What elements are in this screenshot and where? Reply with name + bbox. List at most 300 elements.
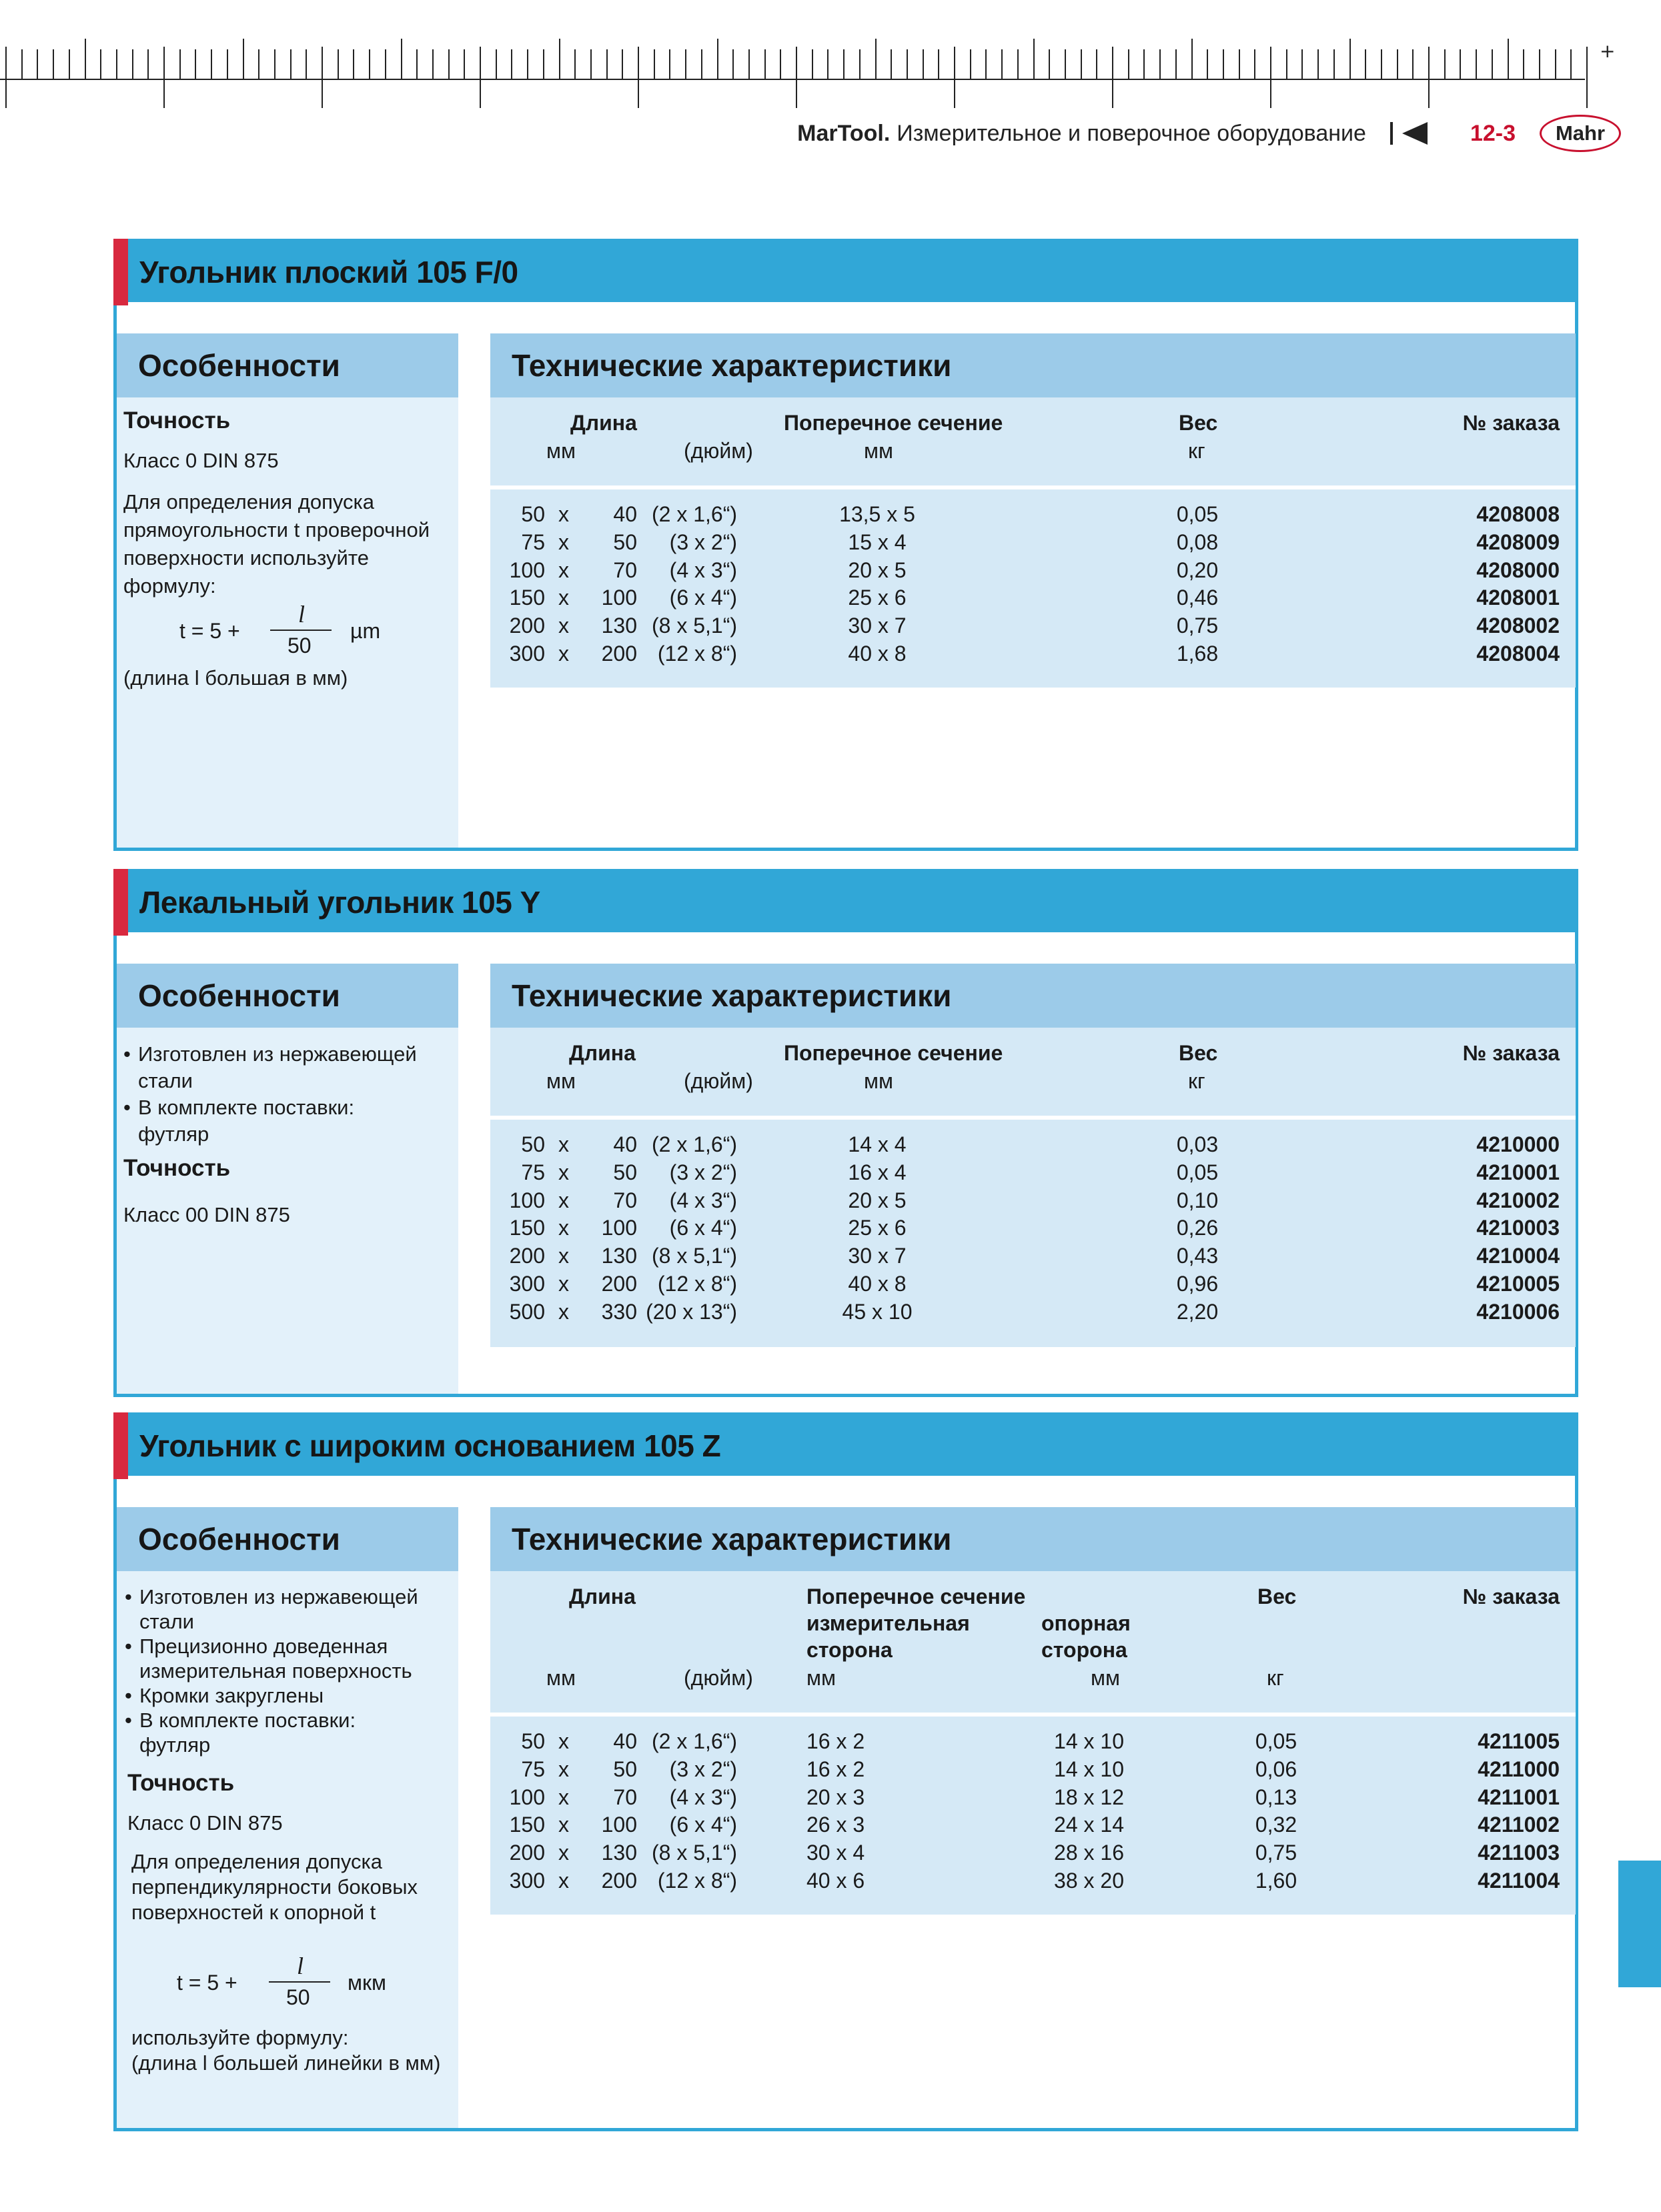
ruler-tick (1286, 49, 1287, 80)
desc-line: Для определения допуска (131, 1850, 383, 1873)
cell-weight: 0,26 (1176, 1216, 1219, 1240)
cell-length-a: 50 (521, 1132, 545, 1156)
desc-line: Для определения допуска (123, 490, 375, 513)
cell-section: 40 x 8 (848, 642, 907, 666)
tech-title: Технические характеристики (512, 1522, 952, 1556)
title-accent (113, 239, 128, 305)
cell-inch: (8 x 5,1“) (651, 1244, 737, 1268)
ruler-tick (464, 49, 465, 80)
col-weight-kg: кг (1188, 439, 1205, 463)
ruler-tick (116, 49, 117, 80)
cell-measuring: 16 x 2 (806, 1729, 865, 1753)
cell-length-b: 40 (613, 1729, 637, 1753)
ruler-tick (764, 49, 766, 80)
col-measuring-side: сторона (806, 1638, 893, 1662)
feature-item (125, 1634, 456, 1683)
ruler-tick (923, 49, 924, 80)
features-panel (117, 1507, 458, 2128)
cell-length-b: 50 (613, 529, 637, 554)
table-row (490, 640, 1576, 668)
feature-text: В комплекте поставки: (138, 1096, 355, 1119)
section-title: Лекальный угольник 105 Y (139, 885, 540, 920)
ruler-tick (100, 49, 101, 80)
cell-order: 4208000 (1476, 558, 1560, 582)
cell-inch: (8 x 5,1“) (651, 614, 737, 638)
features-header (117, 964, 458, 1028)
cell-length-a: 75 (521, 529, 545, 554)
table-row (490, 1130, 1576, 1158)
ruler-tick (1444, 49, 1446, 80)
cell-length-b: 130 (601, 1841, 637, 1865)
feature-item (125, 1584, 456, 1634)
cell-order: 4210006 (1476, 1299, 1560, 1324)
col-measuring-mm: мм (806, 1666, 836, 1690)
ruler-tick (69, 49, 70, 80)
cell-order: 4208004 (1476, 642, 1560, 666)
cell-order: 4211003 (1478, 1841, 1560, 1865)
cell-length-a: 200 (509, 1841, 545, 1865)
table-row (490, 1867, 1576, 1895)
ruler-tick (543, 49, 544, 80)
ruler-tick (37, 49, 38, 80)
features-header (117, 333, 458, 397)
cell-order: 4208009 (1476, 529, 1560, 554)
cell-times: x (558, 502, 569, 526)
cell-times: x (558, 1244, 569, 1268)
cell-weight: 1,68 (1176, 642, 1219, 666)
cell-order: 4210003 (1476, 1216, 1560, 1240)
cell-weight: 0,05 (1176, 1160, 1219, 1184)
cell-length-a: 100 (509, 558, 545, 582)
cell-inch: (3 x 2“) (669, 529, 737, 554)
ruler-tick (53, 49, 54, 80)
section-title-bar (117, 1416, 1575, 1476)
cell-inch: (4 x 3“) (669, 1188, 737, 1212)
ruler-tick (954, 47, 955, 108)
features-title: Особенности (138, 348, 340, 383)
ruler-tick (748, 49, 750, 80)
cell-length-b: 130 (601, 614, 637, 638)
chapter-tab[interactable] (1618, 1861, 1661, 1987)
ruler-tick (1428, 47, 1430, 108)
cell-inch: (12 x 8“) (657, 1869, 737, 1893)
cell-times: x (558, 1216, 569, 1240)
ruler-tick (1065, 49, 1066, 80)
ruler-tick (701, 49, 702, 80)
col-section-mm: мм (864, 439, 893, 463)
ruler-tick (1317, 49, 1319, 80)
table-row (490, 584, 1576, 612)
formula-numerator: l (297, 1953, 304, 1979)
ruler-tick (179, 49, 181, 80)
cell-order: 4208008 (1476, 502, 1560, 526)
section-title-bar (117, 242, 1575, 302)
length-note: (длина l большей линейки в мм) (131, 2051, 441, 2075)
table-row (490, 1242, 1576, 1270)
ruler-tick (1570, 49, 1572, 80)
cell-section: 30 x 7 (848, 614, 907, 638)
cell-times: x (558, 1299, 569, 1324)
tech-header (490, 1507, 1576, 1571)
cell-section: 13,5 x 5 (839, 502, 915, 526)
tech-panel (490, 964, 1576, 1347)
ruler-tick (812, 49, 813, 80)
ruler-tick (843, 49, 845, 80)
cell-length-b: 50 (613, 1160, 637, 1184)
ruler-tick (1175, 49, 1177, 80)
features-body (123, 407, 454, 692)
cell-length-b: 100 (601, 586, 637, 610)
tech-title: Технические характеристики (512, 978, 952, 1013)
table-row (490, 1783, 1576, 1811)
features-panel (117, 964, 458, 1394)
table-header (490, 1028, 1576, 1120)
cell-times: x (558, 1188, 569, 1212)
cell-length-a: 150 (509, 586, 545, 610)
ruler-tick (638, 47, 639, 108)
accuracy-label: Точность (123, 1155, 231, 1181)
desc-line: поверхности используйте (123, 546, 369, 570)
formula-unit: µm (350, 619, 381, 643)
cell-times: x (558, 1813, 569, 1837)
header-divider (1390, 122, 1393, 145)
cell-order: 4208001 (1476, 586, 1560, 610)
ruler-tick (796, 47, 797, 108)
tech-panel (490, 333, 1576, 688)
cell-length-b: 70 (613, 558, 637, 582)
cell-support: 14 x 10 (1054, 1729, 1124, 1753)
cell-weight: 0,05 (1255, 1729, 1297, 1753)
ruler-tick (258, 49, 259, 80)
ruler-tick (1159, 49, 1161, 80)
ruler-tick (227, 49, 228, 80)
ruler-tick (1365, 49, 1366, 80)
ruler-tick (574, 49, 576, 80)
table-body (490, 500, 1576, 680)
col-weight: Вес (1179, 1041, 1218, 1065)
cell-length-a: 150 (509, 1813, 545, 1837)
ruler-tick (669, 49, 670, 80)
ruler-tick (780, 49, 781, 80)
col-order: № заказа (1462, 411, 1560, 435)
table-row (490, 1298, 1576, 1326)
ruler-tick (211, 49, 212, 80)
feature-text: Прецизионно доведенная (139, 1634, 388, 1658)
ruler-tick (385, 49, 386, 80)
col-inch: (дюйм) (684, 439, 753, 463)
section-105-z (113, 1412, 1578, 2131)
cell-section: 20 x 5 (848, 1188, 907, 1212)
cell-weight: 0,05 (1176, 502, 1219, 526)
ruler-tick (1333, 49, 1335, 80)
ruler-scale (0, 39, 1601, 112)
ruler-tick (1128, 49, 1129, 80)
feature-item (123, 1094, 454, 1148)
col-length: Длина (569, 1584, 636, 1608)
cell-support: 24 x 14 (1054, 1813, 1124, 1837)
tolerance-formula (123, 601, 404, 658)
fraction-line (270, 630, 332, 631)
cell-inch: (8 x 5,1“) (651, 1841, 737, 1865)
feature-text: стали (139, 1610, 194, 1633)
feature-text: Кромки закруглены (139, 1684, 324, 1707)
ruler-baseline (0, 79, 1585, 80)
cell-times: x (558, 1132, 569, 1156)
title-accent (113, 1412, 128, 1479)
cell-length-b: 50 (613, 1757, 637, 1781)
feature-text: Изготовлен из нержавеющей (138, 1042, 417, 1066)
ruler-tick (654, 49, 655, 80)
cell-weight: 0,75 (1176, 614, 1219, 638)
table-row (490, 1839, 1576, 1867)
cell-section: 14 x 4 (848, 1132, 907, 1156)
cell-inch: (12 x 8“) (657, 642, 737, 666)
ruler-tick (132, 49, 133, 80)
section-105-f0 (113, 239, 1578, 851)
features-title: Особенности (138, 1522, 340, 1556)
ruler-tick (1539, 49, 1540, 80)
feature-item (125, 1708, 456, 1757)
cell-weight: 0,20 (1176, 558, 1219, 582)
cell-section: 45 x 10 (842, 1299, 913, 1324)
features-body (123, 1041, 454, 1229)
ruler-tick (907, 49, 908, 80)
section-105-y (113, 869, 1578, 1397)
ruler-tick (195, 49, 196, 80)
cell-section: 15 x 4 (848, 529, 907, 554)
cell-weight: 2,20 (1176, 1299, 1219, 1324)
ruler-tick (590, 49, 592, 80)
cell-times: x (558, 1160, 569, 1184)
formula-lhs: t = 5 + (177, 1971, 237, 1995)
ruler-tick (496, 49, 497, 80)
col-length: Длина (570, 411, 637, 435)
col-weight-kg: кг (1267, 1666, 1284, 1690)
col-length: Длина (569, 1041, 636, 1065)
cell-measuring: 30 x 4 (806, 1841, 865, 1865)
col-section: Поперечное сечение (806, 1584, 1026, 1608)
col-section: Поперечное сечение (784, 1041, 1003, 1065)
cell-times: x (558, 1757, 569, 1781)
col-support-side: сторона (1041, 1638, 1127, 1662)
cell-length-b: 200 (601, 1869, 637, 1893)
col-support: опорная (1041, 1611, 1131, 1635)
ruler-tick (717, 39, 718, 80)
cell-order: 4211002 (1478, 1813, 1560, 1837)
table-row (490, 1214, 1576, 1242)
formula-note: используйте формулу: (131, 2026, 349, 2049)
cell-inch: (2 x 1,6“) (651, 502, 737, 526)
ruler-tick (827, 49, 828, 80)
cell-support: 38 x 20 (1054, 1869, 1124, 1893)
cell-length-a: 300 (509, 642, 545, 666)
table-row (490, 500, 1576, 528)
cell-length-a: 500 (509, 1299, 545, 1324)
header-subtitle: Измерительное и поверочное оборудование (897, 120, 1366, 146)
col-length-mm: мм (546, 439, 576, 463)
ruler-tick (891, 49, 892, 80)
cell-inch: (3 x 2“) (669, 1160, 737, 1184)
ruler-tick (1476, 49, 1477, 80)
cell-weight: 0,13 (1255, 1785, 1297, 1809)
cell-weight: 0,32 (1255, 1813, 1297, 1837)
cell-length-b: 200 (601, 1272, 637, 1296)
col-section: Поперечное сечение (784, 411, 1003, 435)
col-length-mm: мм (546, 1069, 576, 1093)
plus-mark: + (1600, 40, 1616, 62)
ruler-tick (1001, 49, 1003, 80)
tech-header (490, 964, 1576, 1028)
cell-length-a: 50 (521, 1729, 545, 1753)
ruler-tick (1301, 49, 1303, 80)
section-title-bar (117, 872, 1575, 932)
col-length-mm: мм (546, 1666, 576, 1690)
accuracy-class: Класс 0 DIN 875 (123, 449, 279, 472)
col-inch: (дюйм) (684, 1069, 753, 1093)
ruler-tick (527, 49, 528, 80)
ruler-tick (875, 39, 877, 80)
table-row (490, 1727, 1576, 1755)
ruler-tick (985, 49, 987, 80)
ruler-tick (1412, 49, 1414, 80)
ruler-tick (938, 49, 939, 80)
tolerance-formula (125, 1953, 405, 2009)
ruler-tick (970, 49, 971, 80)
cell-order: 4211001 (1478, 1785, 1560, 1809)
formula-numerator: l (298, 601, 306, 628)
table-row (490, 1158, 1576, 1186)
cell-measuring: 26 x 3 (806, 1813, 865, 1837)
ruler-tick (338, 49, 339, 80)
ruler-tick (859, 49, 861, 80)
cell-section: 40 x 8 (848, 1272, 907, 1296)
title-accent (113, 869, 128, 936)
cell-inch: (20 x 13“) (646, 1299, 737, 1324)
feature-text: стали (138, 1069, 193, 1092)
cell-length-a: 100 (509, 1785, 545, 1809)
cell-weight: 1,60 (1255, 1869, 1297, 1893)
feature-text: Изготовлен из нержавеющей (139, 1585, 418, 1608)
cell-section: 30 x 7 (848, 1244, 907, 1268)
section-title: Угольник с широким основанием 105 Z (139, 1428, 721, 1463)
cell-length-b: 40 (613, 502, 637, 526)
ruler-tick (559, 39, 560, 80)
ruler-tick (1523, 49, 1524, 80)
ruler-tick (1191, 39, 1193, 80)
ruler-tick (353, 49, 354, 80)
ruler-tick (732, 49, 734, 80)
col-order: № заказа (1462, 1584, 1560, 1608)
left-arrow-icon[interactable] (1402, 122, 1428, 145)
ruler-tick (306, 49, 307, 80)
cell-length-a: 200 (509, 1244, 545, 1268)
ruler-tick (606, 49, 608, 80)
cell-order: 4211004 (1478, 1869, 1560, 1893)
cell-measuring: 16 x 2 (806, 1757, 865, 1781)
cell-section: 16 x 4 (848, 1160, 907, 1184)
cell-length-a: 50 (521, 502, 545, 526)
cell-length-b: 200 (601, 642, 637, 666)
ruler-tick (322, 47, 323, 108)
desc-line: прямоугольности t проверочной (123, 518, 430, 541)
ruler-tick (622, 49, 623, 80)
cell-length-b: 130 (601, 1244, 637, 1268)
col-inch: (дюйм) (684, 1666, 753, 1690)
cell-length-b: 100 (601, 1216, 637, 1240)
cell-length-a: 200 (509, 614, 545, 638)
feature-text: В комплекте поставки: (139, 1709, 356, 1732)
table-row (490, 1186, 1576, 1214)
formula-denominator: 50 (286, 1985, 310, 2009)
cell-measuring: 20 x 3 (806, 1785, 865, 1809)
cell-times: x (558, 1785, 569, 1809)
cell-order: 4210000 (1476, 1132, 1560, 1156)
tech-header (490, 333, 1576, 397)
ruler-tick (1112, 47, 1113, 108)
table-row (490, 612, 1576, 640)
ruler-tick (685, 49, 686, 80)
cell-weight: 0,43 (1176, 1244, 1219, 1268)
cell-times: x (558, 1272, 569, 1296)
ruler-tick (416, 49, 418, 80)
col-support-mm: мм (1091, 1666, 1120, 1690)
feature-text: футляр (138, 1122, 209, 1146)
table-row (490, 556, 1576, 584)
tech-panel (490, 1507, 1576, 1915)
ruler-tick (432, 49, 434, 80)
ruler-tick (1143, 49, 1145, 80)
desc-line: перпендикулярности боковых (131, 1875, 418, 1899)
cell-times: x (558, 1869, 569, 1893)
tech-title: Технические характеристики (512, 348, 952, 383)
cell-order: 4211000 (1478, 1757, 1560, 1781)
col-weight-kg: кг (1188, 1069, 1205, 1093)
fraction-line (269, 1981, 330, 1983)
cell-measuring: 40 x 6 (806, 1869, 865, 1893)
cell-inch: (6 x 4“) (669, 586, 737, 610)
mahr-logo (1540, 115, 1621, 152)
ruler-tick (1254, 49, 1255, 80)
features-panel (117, 333, 458, 848)
cell-inch: (2 x 1,6“) (651, 1132, 737, 1156)
table-header (490, 1571, 1576, 1717)
features-header (117, 1507, 458, 1571)
ruler-tick (1081, 49, 1082, 80)
feature-item (125, 1683, 456, 1708)
feature-text: измерительная поверхность (139, 1659, 412, 1683)
ruler-tick (1508, 39, 1509, 80)
desc-line: формулу: (123, 574, 216, 598)
cell-order: 4211005 (1478, 1729, 1560, 1753)
cell-inch: (12 x 8“) (657, 1272, 737, 1296)
formula-denominator: 50 (288, 634, 312, 658)
table-header (490, 397, 1576, 489)
cell-length-a: 300 (509, 1869, 545, 1893)
feature-list (123, 1041, 454, 1148)
cell-length-b: 70 (613, 1785, 637, 1809)
ruler-tick (1096, 49, 1097, 80)
features-body (125, 1584, 456, 2076)
ruler-tick (243, 39, 244, 80)
cell-section: 25 x 6 (848, 586, 907, 610)
cell-length-a: 100 (509, 1188, 545, 1212)
ruler-tick (448, 49, 450, 80)
ruler-tick (85, 39, 86, 80)
cell-length-b: 40 (613, 1132, 637, 1156)
table-body (490, 1727, 1576, 1907)
cell-weight: 0,08 (1176, 529, 1219, 554)
ruler-tick (1555, 49, 1556, 80)
